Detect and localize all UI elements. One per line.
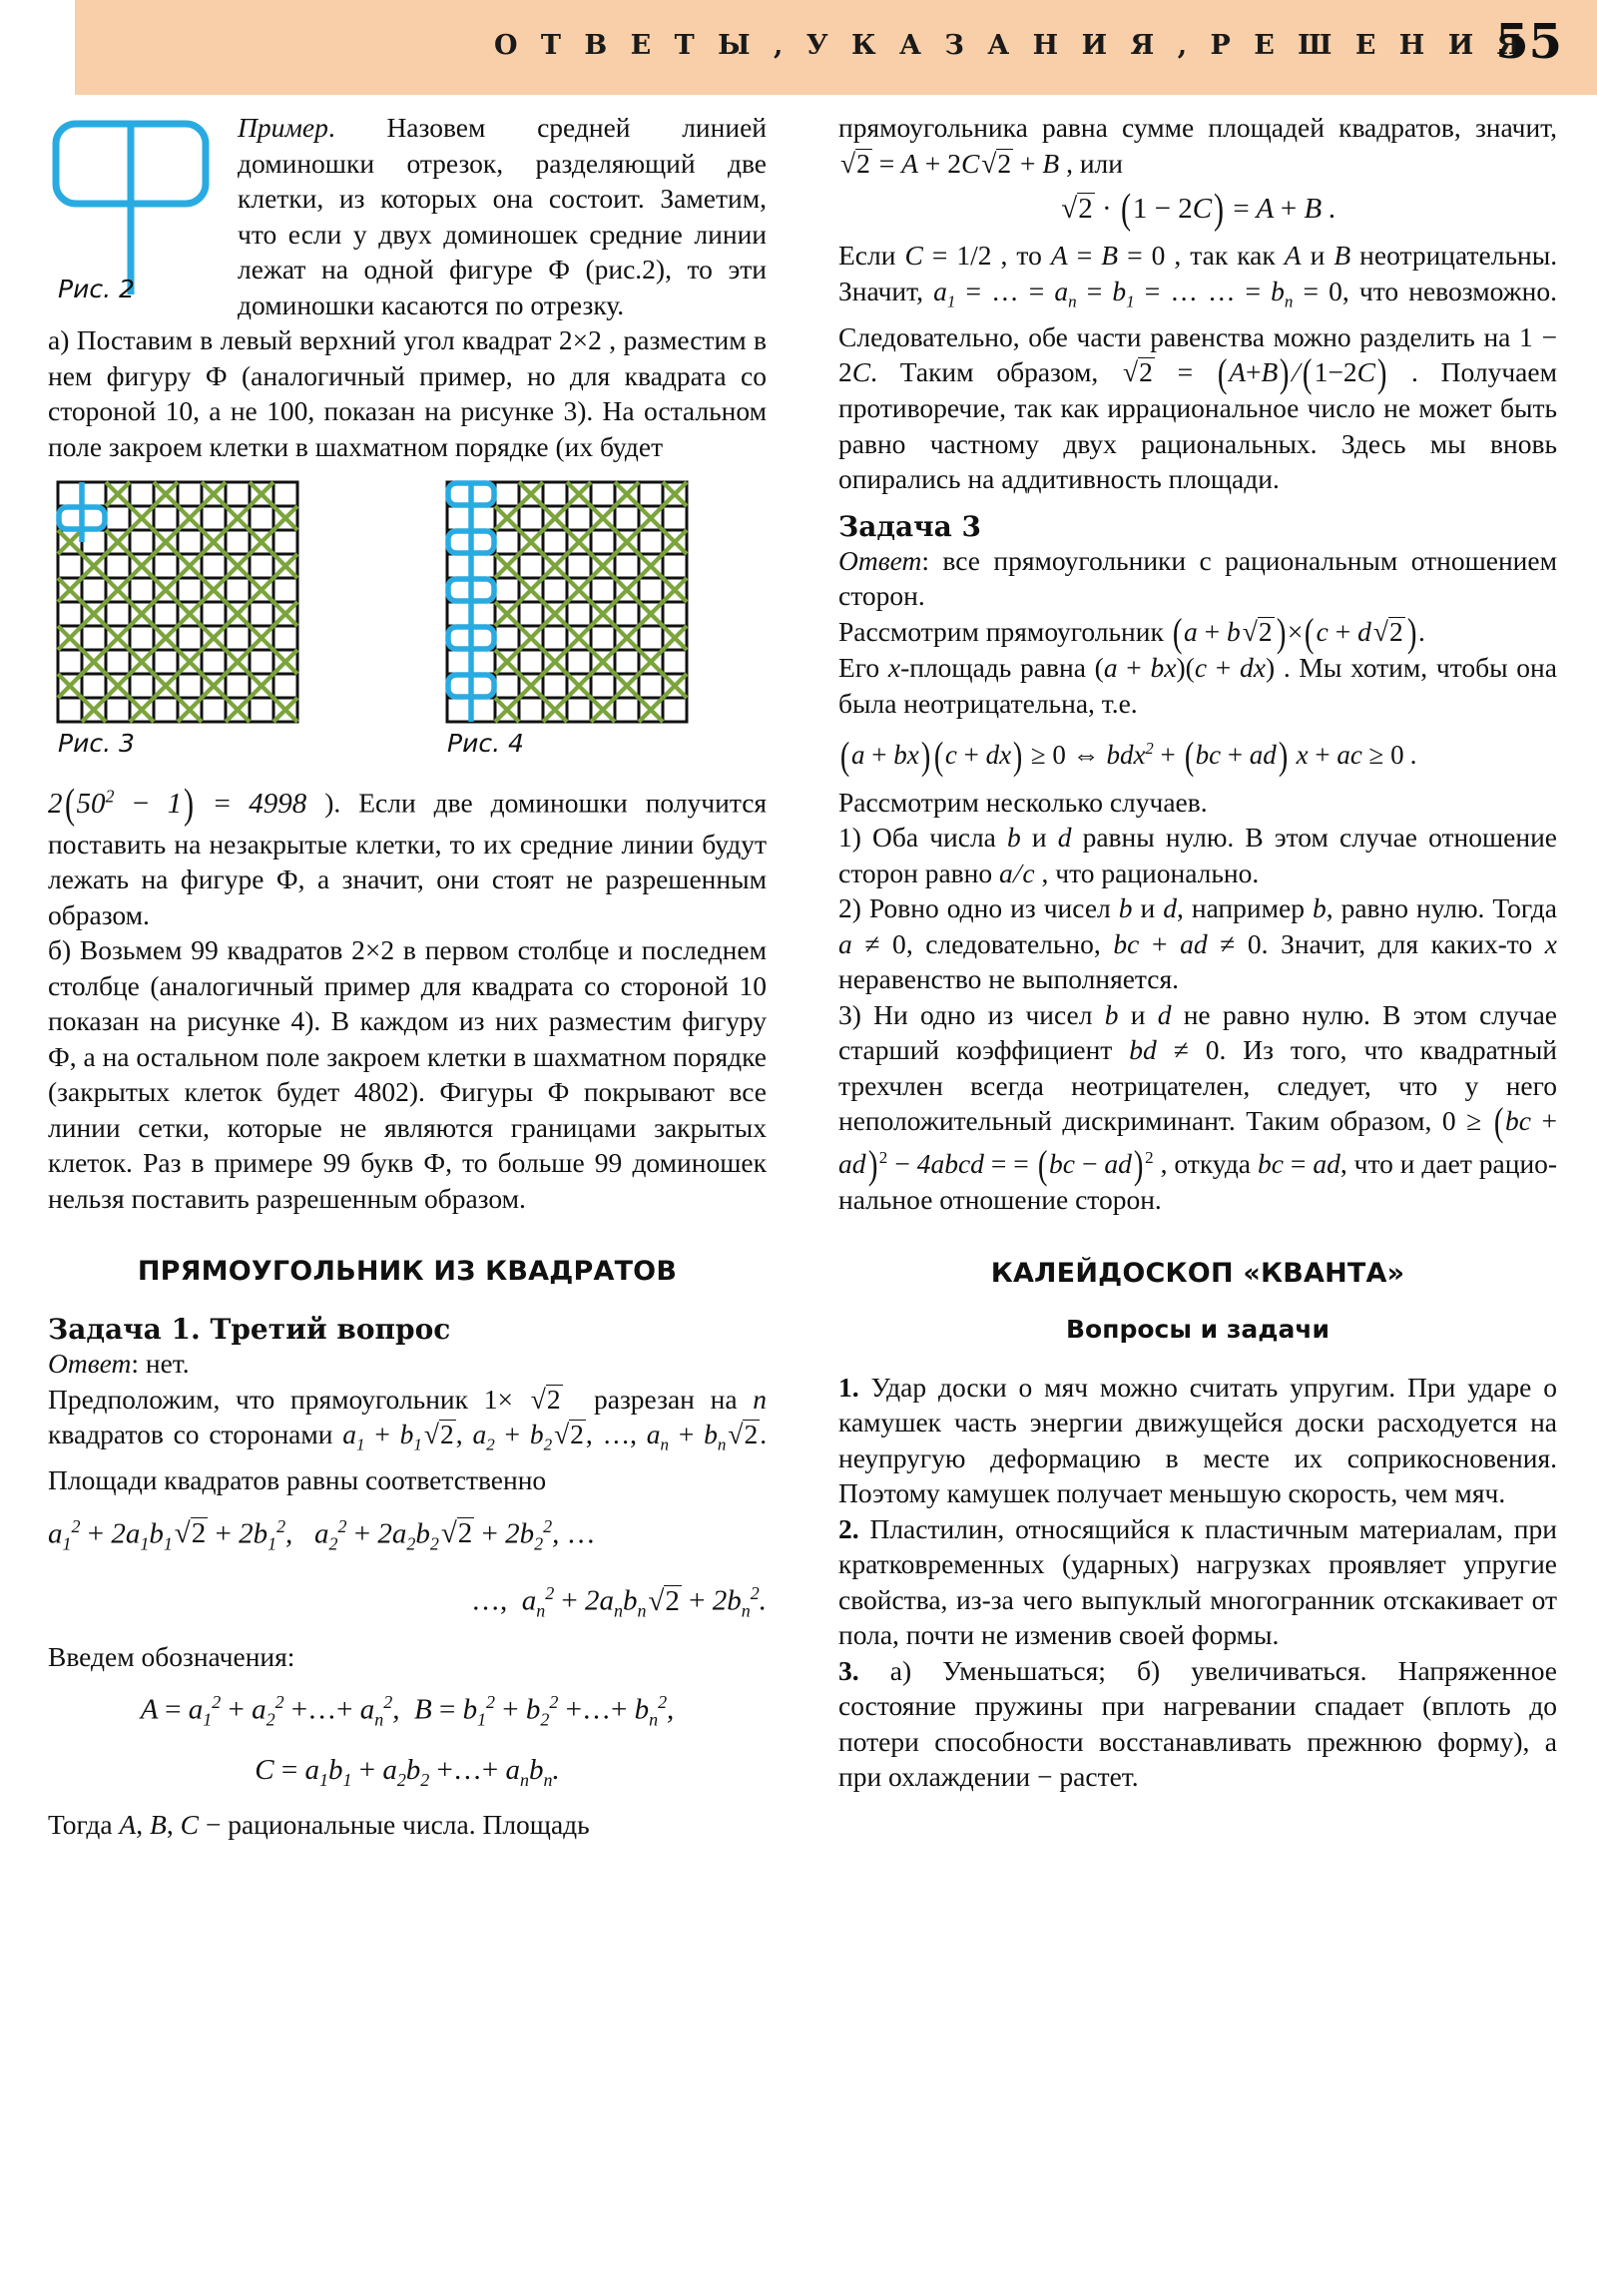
- formula-squares-1: $a_1^2 + 2a_1b_1√2 + 2b_1^2$, $a_2^2 + 2a_2b_2√2 + 2b_2^2$, …: [48, 1515, 596, 1554]
- paragraph-after-figures: $2(50^2 - 1) = 4998$ ). Если две доминошки получится поставить на незакрытые клетки, то их средние линии будут лежать на фигуре Ф, а значит, они стоят не разрешенным образом.: [48, 781, 768, 930]
- case-1: 1) Оба числа b и d равны нулю. В этом случае отношение сторон равно a/c , что рационально.: [838, 822, 1557, 888]
- formula-sqrt2-eq: √2 · (1 − 2C) = A + B .: [1061, 187, 1336, 234]
- paragraph-a: а) Поставим в левый верхний угол квадрат 2×2 , разместим в нем фигуру Ф (аналогичный пример, но для квадрата со стороной 10, а не 100, показан на рисунке 3). На остальном поле закроем клетки в шахматном порядке (их будет: [48, 324, 767, 462]
- paragraph-then-rational: Тогда A, B, C − рациональные числа. Площадь: [48, 1809, 590, 1841]
- answer-text-1: : нет.: [131, 1348, 190, 1380]
- question-3: [838, 1653, 1557, 1795]
- task-1-answer: [48, 1346, 767, 1382]
- question-3-number: 3.: [838, 1654, 859, 1686]
- task-3-heading: Задача 3: [838, 509, 982, 543]
- section-heading-rectangle: ПРЯМОУГОЛЬНИК ИЗ КВАДРАТОВ: [137, 1256, 678, 1288]
- answer-label-1: Ответ: [48, 1348, 132, 1380]
- page-title: О Т В Е Т Ы , У К А З А Н И Я , Р Е Ш Е Н И Я: [494, 30, 1528, 61]
- task-1-heading: Задача 1. Третий вопрос: [48, 1313, 451, 1347]
- formula-squares-n: …, $a_n^2 + 2a_nb_n√2 + 2b_n^2$.: [470, 1583, 767, 1621]
- question-2-text: Пластилин, относящийся к пластичным материалам, при кратковременных (ударных) нагрузках проявляет упругие свойства, из-за чего выпуклый многогранник отскакивает от пола, почти не изменив своей формы.: [838, 1512, 1557, 1650]
- case-3: 3) Ни одно из чисел b и d не равно нулю. В этом случае старший коэффициент bd ≠ 0. Из того, что квадратный трехчлен всегда неотрицателен, следует, что у него неположительный дискриминант. Таким образом, 0 ≥ (bc + ad) $^2$ − 4abcd = = (bc − ad) $^2$ , откуда bc = ad, что и дает рациональное отношение сторон.: [838, 998, 1558, 1215]
- example-lead: Пример: [238, 112, 328, 143]
- task-1-proof-intro: Предположим, что прямоугольник 1× √2 разрезан на n квадратов со сторонами $a_1 + b_1√2$, $a_2 + b_2√2$, …, $a_n + b_n√2$. Площади квадратов равны соответственно: [48, 1383, 768, 1496]
- figure-2: [48, 110, 238, 303]
- paragraph-cases-intro: Рассмотрим несколько случаев.: [838, 786, 1208, 818]
- paragraph-example: Пример. Назовем средней линией доминошки отрезок, разделяющий две клетки, из которых она состоит. Заметим, что если у двух доминошек средние линии лежат на одной фигуре Ф (рис.2), то эти доминошки касаются по отрезку.: [238, 112, 767, 320]
- answer-text-3: : все прямоугольники с рациональным отношением сторон.: [838, 544, 1557, 612]
- paragraph-b: б) Возьмем 99 квадратов 2×2 в первом столбце и последнем столбце (аналогичный пример для квадрата со стороной 10 показан на рисунке 4). В каждом из них разместим фигуру Ф, а на остальном поле закроем клетки в шахматном порядке (закрытых клеток будет 4802). Фигуры Ф покрывают все линии сетки, которые не являются границами закрытых клеток. Раз в примере 99 букв Ф, то больше 99 доминошек нельзя поставить разрешенным образом.: [48, 934, 767, 1214]
- figure-2-caption: Рис. 2: [58, 275, 135, 303]
- task-3-answer: [838, 543, 1557, 614]
- question-2-number: 2.: [838, 1512, 859, 1544]
- section-heading-kaleidoscope: КАЛЕЙДОСКОП «КВАНТА»: [990, 1257, 1405, 1289]
- answer-label-3: Ответ: [838, 544, 922, 576]
- case-2: 2) Ровно одно из чисел b и d, например b, равно нулю. Тогда a ≠ 0, следовательно, bc + ad ≠ 0. Значит, для каких-то x неравенство не выполняется.: [838, 892, 1558, 995]
- subsection-heading-questions: Вопросы и задачи: [1065, 1314, 1331, 1344]
- paragraph-x-area: Его x-площадь равна (a + bx)(c + dx) . Мы хотим, чтобы она была неотрицательна, т.е.: [838, 652, 1557, 719]
- notation-intro: Введем обозначения:: [48, 1640, 295, 1672]
- formula-quadratic-ineq: (a + bx)(c + dx) ≥ 0 ⇔ bdx$^2$ + (bc + ad) x + ac ≥ 0 .: [839, 734, 1418, 778]
- formula-A-B: $A = a_1^2 + a_2^2$ +…+ $a_n^2$, $B = b_1^2 + b_2^2$ +…+ $b_n^2$,: [140, 1692, 675, 1730]
- question-1: [838, 1370, 1557, 1511]
- question-1-text: Удар доски о мяч можно считать упругим. При ударе о камушек часть энергии движущейся доски расходуется на неупругую деформацию в месте их соприкосновения. Поэтому камушек получает меньшую скорость, чем мяч.: [838, 1371, 1557, 1508]
- formula-4998: $2(50^2 - 1) = 4998$: [48, 781, 307, 828]
- question-1-number: 1.: [838, 1371, 859, 1403]
- paragraph-if-C: Если C = 1/2 , то A = B = 0 , так как A и B неотрицательны. Значит, $a_1$ = … = $a_n = b_1$ = … … = $b_n = 0$, что невозможно. Следовательно, обе части равенства можно разделить на 1 − 2C. Таким образом, √2 = (A+B)/(1−2C) . Получаем противоречие, так как иррациональное число не может быть равно частному двух рациональных. Здесь мы вновь опирались на аддитивность площади.: [838, 240, 1558, 495]
- paragraph-rect-area: прямоугольника равна сумме площадей квадратов, значит, √2 = A + 2C√2 + B , или: [838, 112, 1557, 179]
- paragraph-consider-rect: Рассмотрим прямоугольник (a + b√2)×(c + d√2).: [838, 609, 1425, 655]
- figure-4-caption: Рис. 4: [447, 729, 524, 758]
- figure-2-wrapper: [48, 110, 238, 304]
- left-column: [48, 110, 767, 1843]
- right-column: [838, 110, 1557, 1795]
- grid-figures-svg: [48, 474, 767, 774]
- question-3-text: а) Уменьшаться; б) увеличиваться. Напряженное состояние пружины при нагревании спадает (вплоть до потери способности восстанавливать прежнюю форму), а при охлаждении − растет.: [838, 1654, 1557, 1792]
- formula-C: $C = a_1b_1 + a_2b_2$ +…+ $a_nb_n$.: [255, 1753, 560, 1790]
- page-number: 55: [1495, 14, 1562, 70]
- figures-3-and-4: [48, 474, 767, 774]
- question-2: [838, 1511, 1557, 1653]
- figure-3-caption: Рис. 3: [58, 729, 135, 758]
- page-header-band: [75, 0, 1597, 95]
